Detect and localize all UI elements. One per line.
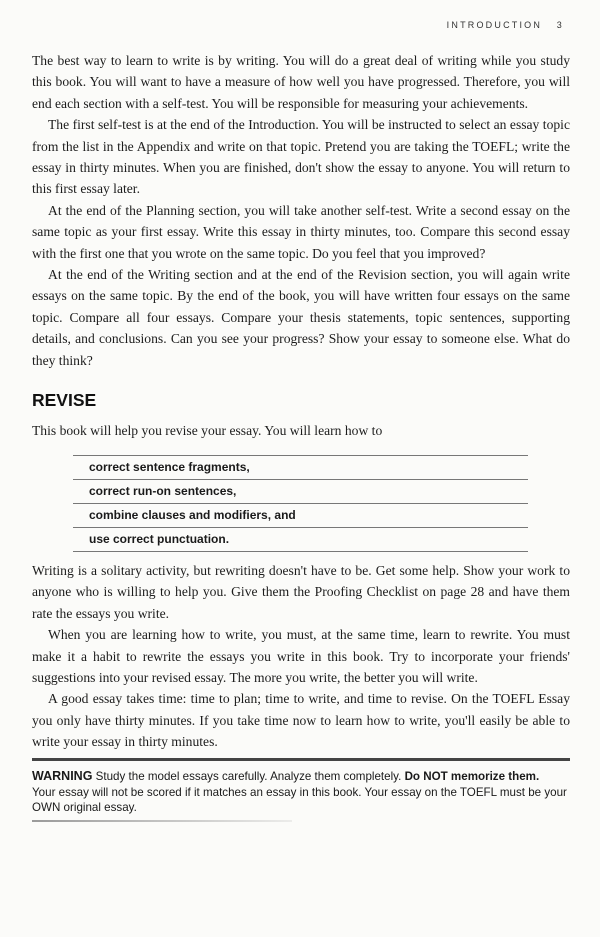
paragraph: When you are learning how to write, you must, at the same time, learn to rewrite. You must make it a habit to rewrite the essays you write in this book. Try to incorporate your friends' suggestions into your revised essay. The more you write, the better you will write.: [32, 627, 570, 686]
paragraph: A good essay takes time: time to plan; time to write, and time to revise. On the TOEFL Essay you only have thirty minutes. If you take time now to learn how to write, you'll easily be able to write your essay in thirty minutes.: [32, 691, 570, 750]
paragraph: The best way to learn to write is by writing. You will do a great deal of writing while you study this book. You will want to have a measure of how well you have progressed. Therefore, you will end each section with a self-test. You will be responsible for measuring your achievements.: [32, 53, 570, 111]
divider: [32, 820, 292, 822]
checklist-item: correct sentence fragments,: [73, 456, 528, 480]
section-heading: REVISE: [32, 390, 97, 410]
paragraph: At the end of the Planning section, you will take another self-test. Write a second essay on the same topic as your first essay. Write this essay in thirty minutes, too. Compare this second essay with the first one that you wrote on the same topic. Do you feel that you improved?: [32, 202, 570, 261]
running-head: [447, 20, 564, 30]
paragraph: Writing is a solitary activity, but rewriting doesn't have to be. Get some help. Show your work to anyone who is willing to help you. Give them the Proofing Checklist on page 28 and have them rate the essays you write.: [32, 563, 570, 621]
revise-checklist: [73, 455, 528, 552]
paragraph: At the end of the Writing section and at the end of the Revision section, you will again write essays on the same topic. By the end of the book, you will have written four essays on the same topic. Compare all four essays. Compare your thesis statements, topic sentences, supporting details, and conclusions. Can you see your progress? Show your essay to someone else. What do they think?: [32, 267, 570, 368]
warning-text: Study the model essays carefully. Analyze them completely.: [95, 770, 402, 783]
checklist-item: combine clauses and modifiers, and: [73, 504, 528, 528]
page-number: 3: [556, 20, 564, 30]
checklist-item: use correct punctuation.: [73, 528, 528, 552]
revise-paragraphs: [32, 560, 570, 753]
revise-intro: [32, 420, 570, 441]
warning-emphasis: Do NOT memorize them.: [404, 770, 540, 783]
checklist-item: correct run-on sentences,: [73, 480, 528, 504]
warning-box: [32, 758, 570, 822]
warning-text-2: Your essay will not be scored if it matches an essay in this book. Your essay on the TOEFL must be your OWN original essay.: [32, 785, 567, 814]
paragraph: The first self-test is at the end of the Introduction. You will be instructed to select an essay topic from the list in the Appendix and write on that topic. Pretend you are taking the TOEFL; write the essay in thirty minutes. When you are finished, don't show the essay to anyone. You will return to this first essay later.: [32, 117, 570, 197]
running-head-section: INTRODUCTION: [446, 20, 543, 30]
intro-paragraphs: [32, 50, 570, 371]
warning-label: WARNING: [32, 769, 93, 783]
paragraph: This book will help you revise your essay. You will learn how to: [32, 423, 383, 438]
